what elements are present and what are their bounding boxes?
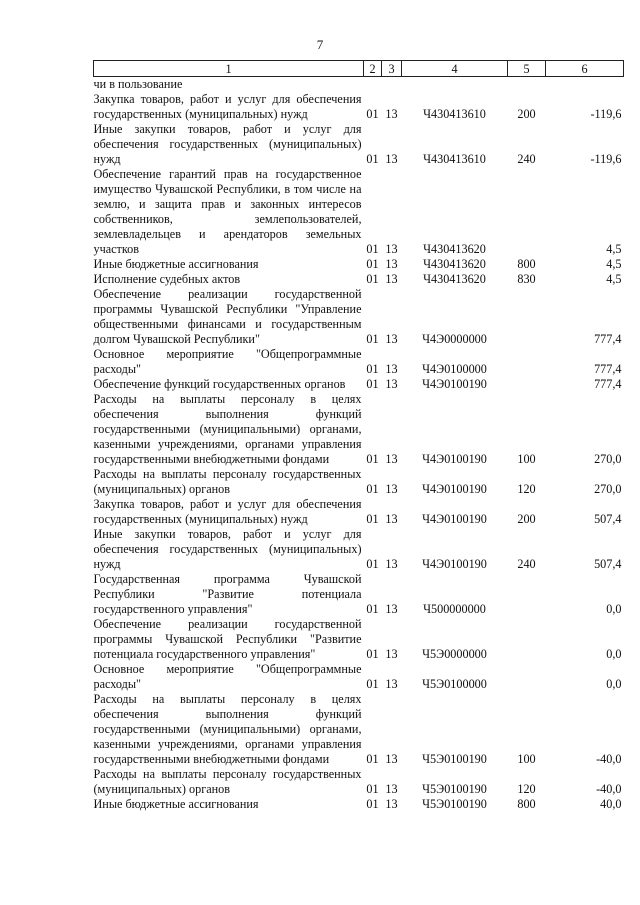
cell-target-article: Ч4Э0100190 [422, 377, 487, 391]
table-row [94, 497, 624, 527]
cell-subsection: 13 [385, 512, 398, 526]
cell-subsection [382, 77, 402, 93]
cell-subsection: 13 [385, 242, 398, 256]
cell-subsection: 13 [385, 677, 398, 691]
cell-section: 01 [366, 647, 379, 661]
cell-target-article: Ч430413610 [423, 107, 486, 121]
cell-name: Расходы на выплаты персоналу в целях обеспечения выполнения функций государственными (муниципальными) органами, казенными учреждениями, органами управления государственными внебюджетными фондами [93, 692, 362, 766]
cell-name: Иные закупки товаров, работ и услуг для обеспечения государственных (муниципальных) нужд [93, 527, 362, 571]
cell-subsection: 13 [385, 107, 398, 121]
cell-amount: 4,5 [606, 272, 622, 286]
column-header-rz: 2 [364, 61, 382, 77]
cell-name: Обеспечение функций государственных органов [93, 377, 346, 391]
cell-section: 01 [366, 782, 379, 796]
cell-name: чи в пользование [93, 77, 183, 91]
cell-name: Закупка товаров, работ и услуг для обеспечения государственных (муниципальных) нужд [93, 92, 362, 121]
cell-expense-type: 800 [517, 257, 536, 271]
cell-section: 01 [366, 272, 379, 286]
table-row [94, 287, 624, 347]
cell-target-article: Ч4Э0100190 [422, 557, 487, 571]
cell-subsection: 13 [385, 332, 398, 346]
table-row [94, 377, 624, 392]
cell-expense-type: 100 [517, 452, 536, 466]
table-row [94, 797, 624, 812]
cell-amount: 0,0 [606, 647, 622, 661]
cell-subsection: 13 [385, 272, 398, 286]
table-row [94, 617, 624, 662]
cell-expense-type: 240 [517, 557, 536, 571]
cell-target-article: Ч4Э0100190 [422, 452, 487, 466]
cell-expense-type [508, 287, 546, 347]
cell-amount: 40,0 [600, 797, 622, 811]
cell-expense-type: 120 [517, 782, 536, 796]
cell-section: 01 [366, 602, 379, 616]
cell-name: Закупка товаров, работ и услуг для обеспечения государственных (муниципальных) нужд [93, 497, 362, 526]
table-row [94, 77, 624, 93]
cell-section: 01 [366, 452, 379, 466]
cell-target-article: Ч500000000 [423, 602, 486, 616]
cell-expense-type: 800 [517, 797, 536, 811]
cell-name: Основное мероприятие "Общепрограммные расходы" [93, 662, 362, 691]
cell-subsection: 13 [385, 602, 398, 616]
cell-expense-type: 200 [517, 107, 536, 121]
cell-amount: 0,0 [606, 677, 622, 691]
cell-target-article: Ч4Э0100190 [422, 512, 487, 526]
table-row [94, 272, 624, 287]
table-row [94, 527, 624, 572]
cell-expense-type [508, 167, 546, 257]
cell-section: 01 [366, 332, 379, 346]
cell-amount: -119,6 [590, 107, 622, 121]
cell-section: 01 [366, 362, 379, 376]
cell-expense-type: 240 [517, 152, 536, 166]
cell-name: Исполнение судебных актов [93, 272, 241, 286]
cell-target-article [402, 77, 508, 93]
cell-section: 01 [366, 797, 379, 811]
cell-target-article: Ч5Э0000000 [422, 647, 487, 661]
cell-target-article: Ч430413620 [423, 257, 486, 271]
cell-section: 01 [366, 677, 379, 691]
cell-amount: -119,6 [590, 152, 622, 166]
cell-amount: 777,4 [594, 362, 622, 376]
table-row [94, 122, 624, 167]
cell-name: Иные закупки товаров, работ и услуг для обеспечения государственных (муниципальных) нужд [93, 122, 362, 166]
cell-subsection: 13 [385, 557, 398, 571]
cell-target-article: Ч4Э0000000 [422, 332, 487, 346]
cell-target-article: Ч5Э0100190 [422, 782, 487, 796]
cell-name: Расходы на выплаты персоналу государственных (муниципальных) органов [93, 467, 362, 496]
cell-section: 01 [366, 482, 379, 496]
cell-subsection: 13 [385, 752, 398, 766]
budget-table [93, 60, 624, 812]
cell-name: Расходы на выплаты персоналу в целях обеспечения выполнения функций государственными (муниципальными) органами, казенными учреждениями, органами управления государственными внебюджетными фондами [93, 392, 362, 466]
cell-name: Основное мероприятие "Общепрограммные расходы" [93, 347, 362, 376]
cell-amount: 507,4 [594, 557, 622, 571]
cell-target-article: Ч430413620 [423, 242, 486, 256]
cell-amount: 777,4 [594, 332, 622, 346]
cell-expense-type: 200 [517, 512, 536, 526]
cell-expense-type: 120 [517, 482, 536, 496]
cell-target-article: Ч430413620 [423, 272, 486, 286]
cell-name: Иные бюджетные ассигнования [93, 797, 259, 811]
cell-amount: -40,0 [596, 782, 622, 796]
cell-subsection: 13 [385, 797, 398, 811]
cell-subsection: 13 [385, 152, 398, 166]
cell-target-article: Ч430413610 [423, 152, 486, 166]
column-header-vr: 5 [508, 61, 546, 77]
cell-name: Обеспечение реализации государственной программы Чувашской Республики "Управление общественными финансами и государственным долгом Чувашской Республики" [93, 287, 362, 346]
cell-section: 01 [366, 152, 379, 166]
cell-amount: 4,5 [606, 257, 622, 271]
cell-section: 01 [366, 242, 379, 256]
cell-expense-type [508, 662, 546, 692]
table-row [94, 572, 624, 617]
cell-section: 01 [366, 107, 379, 121]
table-row [94, 347, 624, 377]
cell-amount: 270,0 [594, 482, 622, 496]
cell-expense-type: 830 [517, 272, 536, 286]
cell-name: Обеспечение реализации государственной программы Чувашской Республики "Развитие потенциала государственного управления" [93, 617, 362, 661]
cell-subsection: 13 [385, 782, 398, 796]
cell-section: 01 [366, 377, 379, 391]
cell-expense-type [508, 347, 546, 377]
table-row [94, 257, 624, 272]
cell-target-article: Ч5Э0100190 [422, 797, 487, 811]
cell-amount: 507,4 [594, 512, 622, 526]
cell-subsection: 13 [385, 647, 398, 661]
cell-expense-type [508, 617, 546, 662]
cell-target-article: Ч4Э0100000 [422, 362, 487, 376]
cell-name: Государственная программа Чувашской Республики "Развитие потенциала государственного управления" [93, 572, 362, 616]
table-row [94, 692, 624, 767]
cell-section: 01 [366, 752, 379, 766]
cell-expense-type [508, 77, 546, 93]
column-header-csr: 4 [402, 61, 508, 77]
cell-section [364, 77, 382, 93]
cell-target-article: Ч4Э0100190 [422, 482, 487, 496]
cell-expense-type [508, 572, 546, 617]
table-header-row [94, 61, 624, 77]
cell-amount: 777,4 [594, 377, 622, 391]
column-header-sum: 6 [546, 61, 624, 77]
table-row [94, 467, 624, 497]
cell-section: 01 [366, 557, 379, 571]
table-row [94, 392, 624, 467]
cell-subsection: 13 [385, 257, 398, 271]
page-number: 7 [316, 37, 324, 52]
cell-name: Иные бюджетные ассигнования [93, 257, 259, 271]
cell-subsection: 13 [385, 452, 398, 466]
cell-name: Обеспечение гарантий прав на государственное имущество Чувашской Республики, в том числе на землю, и защита прав и законных интересов собственников, землепользователей, землевладельцев и арендаторов земельных участков [93, 167, 362, 256]
cell-amount: -40,0 [596, 752, 622, 766]
cell-amount: 4,5 [606, 242, 622, 256]
column-header-pr: 3 [382, 61, 402, 77]
cell-target-article: Ч5Э0100190 [422, 752, 487, 766]
table-row [94, 662, 624, 692]
cell-name: Расходы на выплаты персоналу государственных (муниципальных) органов [93, 767, 362, 796]
cell-subsection: 13 [385, 362, 398, 376]
cell-amount [546, 77, 624, 93]
cell-subsection: 13 [385, 482, 398, 496]
cell-expense-type [508, 377, 546, 392]
cell-section: 01 [366, 257, 379, 271]
cell-amount: 270,0 [594, 452, 622, 466]
cell-subsection: 13 [385, 377, 398, 391]
column-header-name: 1 [94, 61, 364, 77]
table-body [94, 77, 624, 813]
table-row [94, 167, 624, 257]
cell-target-article: Ч5Э0100000 [422, 677, 487, 691]
table-row [94, 92, 624, 122]
cell-expense-type: 100 [517, 752, 536, 766]
cell-amount: 0,0 [606, 602, 622, 616]
cell-section: 01 [366, 512, 379, 526]
table-row [94, 767, 624, 797]
